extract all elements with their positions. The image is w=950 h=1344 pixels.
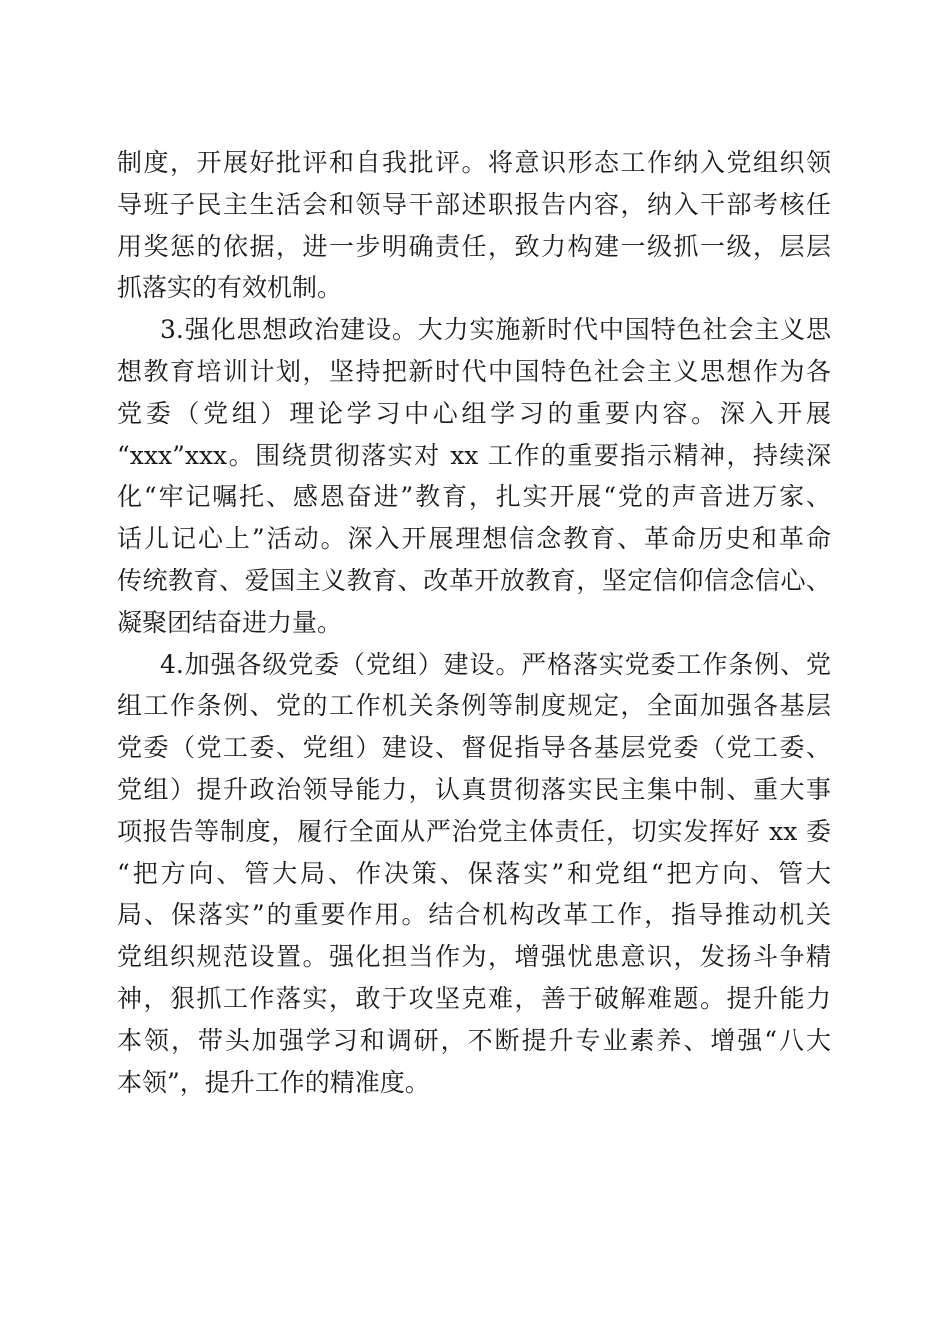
text-line: 神，狠抓工作落实，敢于攻坚克难，善于破解难题。提升能力 bbox=[117, 983, 831, 1013]
paragraph-party-committee-building bbox=[117, 644, 831, 1104]
text-line: 凝聚团结奋进力量。 bbox=[117, 607, 343, 637]
text-line: 抓落实的有效机制。 bbox=[117, 273, 343, 303]
text-line: “把方向、管大局、作决策、保落实”和党组“把方向、管大 bbox=[117, 858, 831, 888]
text-line: 党委（党组）理论学习中心组学习的重要内容。深入开展 bbox=[117, 398, 831, 428]
text-line: 项报告等制度，履行全面从严治党主体责任，切实发挥好 xx 委 bbox=[117, 816, 831, 846]
text-line: 组工作条例、党的工作机关条例等制度规定，全面加强各基层 bbox=[117, 691, 831, 721]
text-line: 传统教育、爱国主义教育、改革开放教育，坚定信仰信念信心、 bbox=[117, 565, 831, 595]
text-line: 化“牢记嘱托、感恩奋进”教育，扎实开展“党的声音进万家、 bbox=[117, 482, 831, 512]
text-line: 制度，开展好批评和自我批评。将意识形态工作纳入党组织领 bbox=[117, 148, 831, 177]
text-line: “xxx”xxx。围绕贯彻落实对 xx 工作的重要指示精神，持续深 bbox=[117, 440, 831, 470]
text-line: 用奖惩的依据，进一步明确责任，致力构建一级抓一级，层层 bbox=[117, 231, 831, 261]
text-line: 本领，带头加强学习和调研，不断提升专业素养、增强“八大 bbox=[117, 1025, 831, 1055]
text-line: 党委（党工委、党组）建设、督促指导各基层党委（党工委、 bbox=[117, 733, 831, 763]
text-line: 导班子民主生活会和领导干部述职报告内容，纳入干部考核任 bbox=[117, 189, 831, 219]
text-line: 党组）提升政治领导能力，认真贯彻落实民主集中制、重大事 bbox=[117, 774, 831, 804]
text-line: 局、保落实”的重要作用。结合机构改革工作，指导推动机关 bbox=[117, 900, 831, 930]
document-body bbox=[117, 142, 831, 1103]
paragraph-discipline-mechanism bbox=[117, 142, 831, 309]
paragraph-ideological-political-building bbox=[117, 309, 831, 643]
text-line: 本领”，提升工作的精准度。 bbox=[117, 1067, 430, 1097]
text-line: 想教育培训计划，坚持把新时代中国特色社会主义思想作为各 bbox=[117, 356, 831, 386]
text-line: 3.强化思想政治建设。大力实施新时代中国特色社会主义思 bbox=[160, 315, 831, 345]
text-line: 党组织规范设置。强化担当作为，增强忧患意识，发扬斗争精 bbox=[117, 942, 831, 972]
text-line: 4.加强各级党委（党组）建设。严格落实党委工作条例、党 bbox=[160, 649, 831, 679]
text-line: 话儿记心上”活动。深入开展理想信念教育、革命历史和革命 bbox=[117, 524, 831, 554]
